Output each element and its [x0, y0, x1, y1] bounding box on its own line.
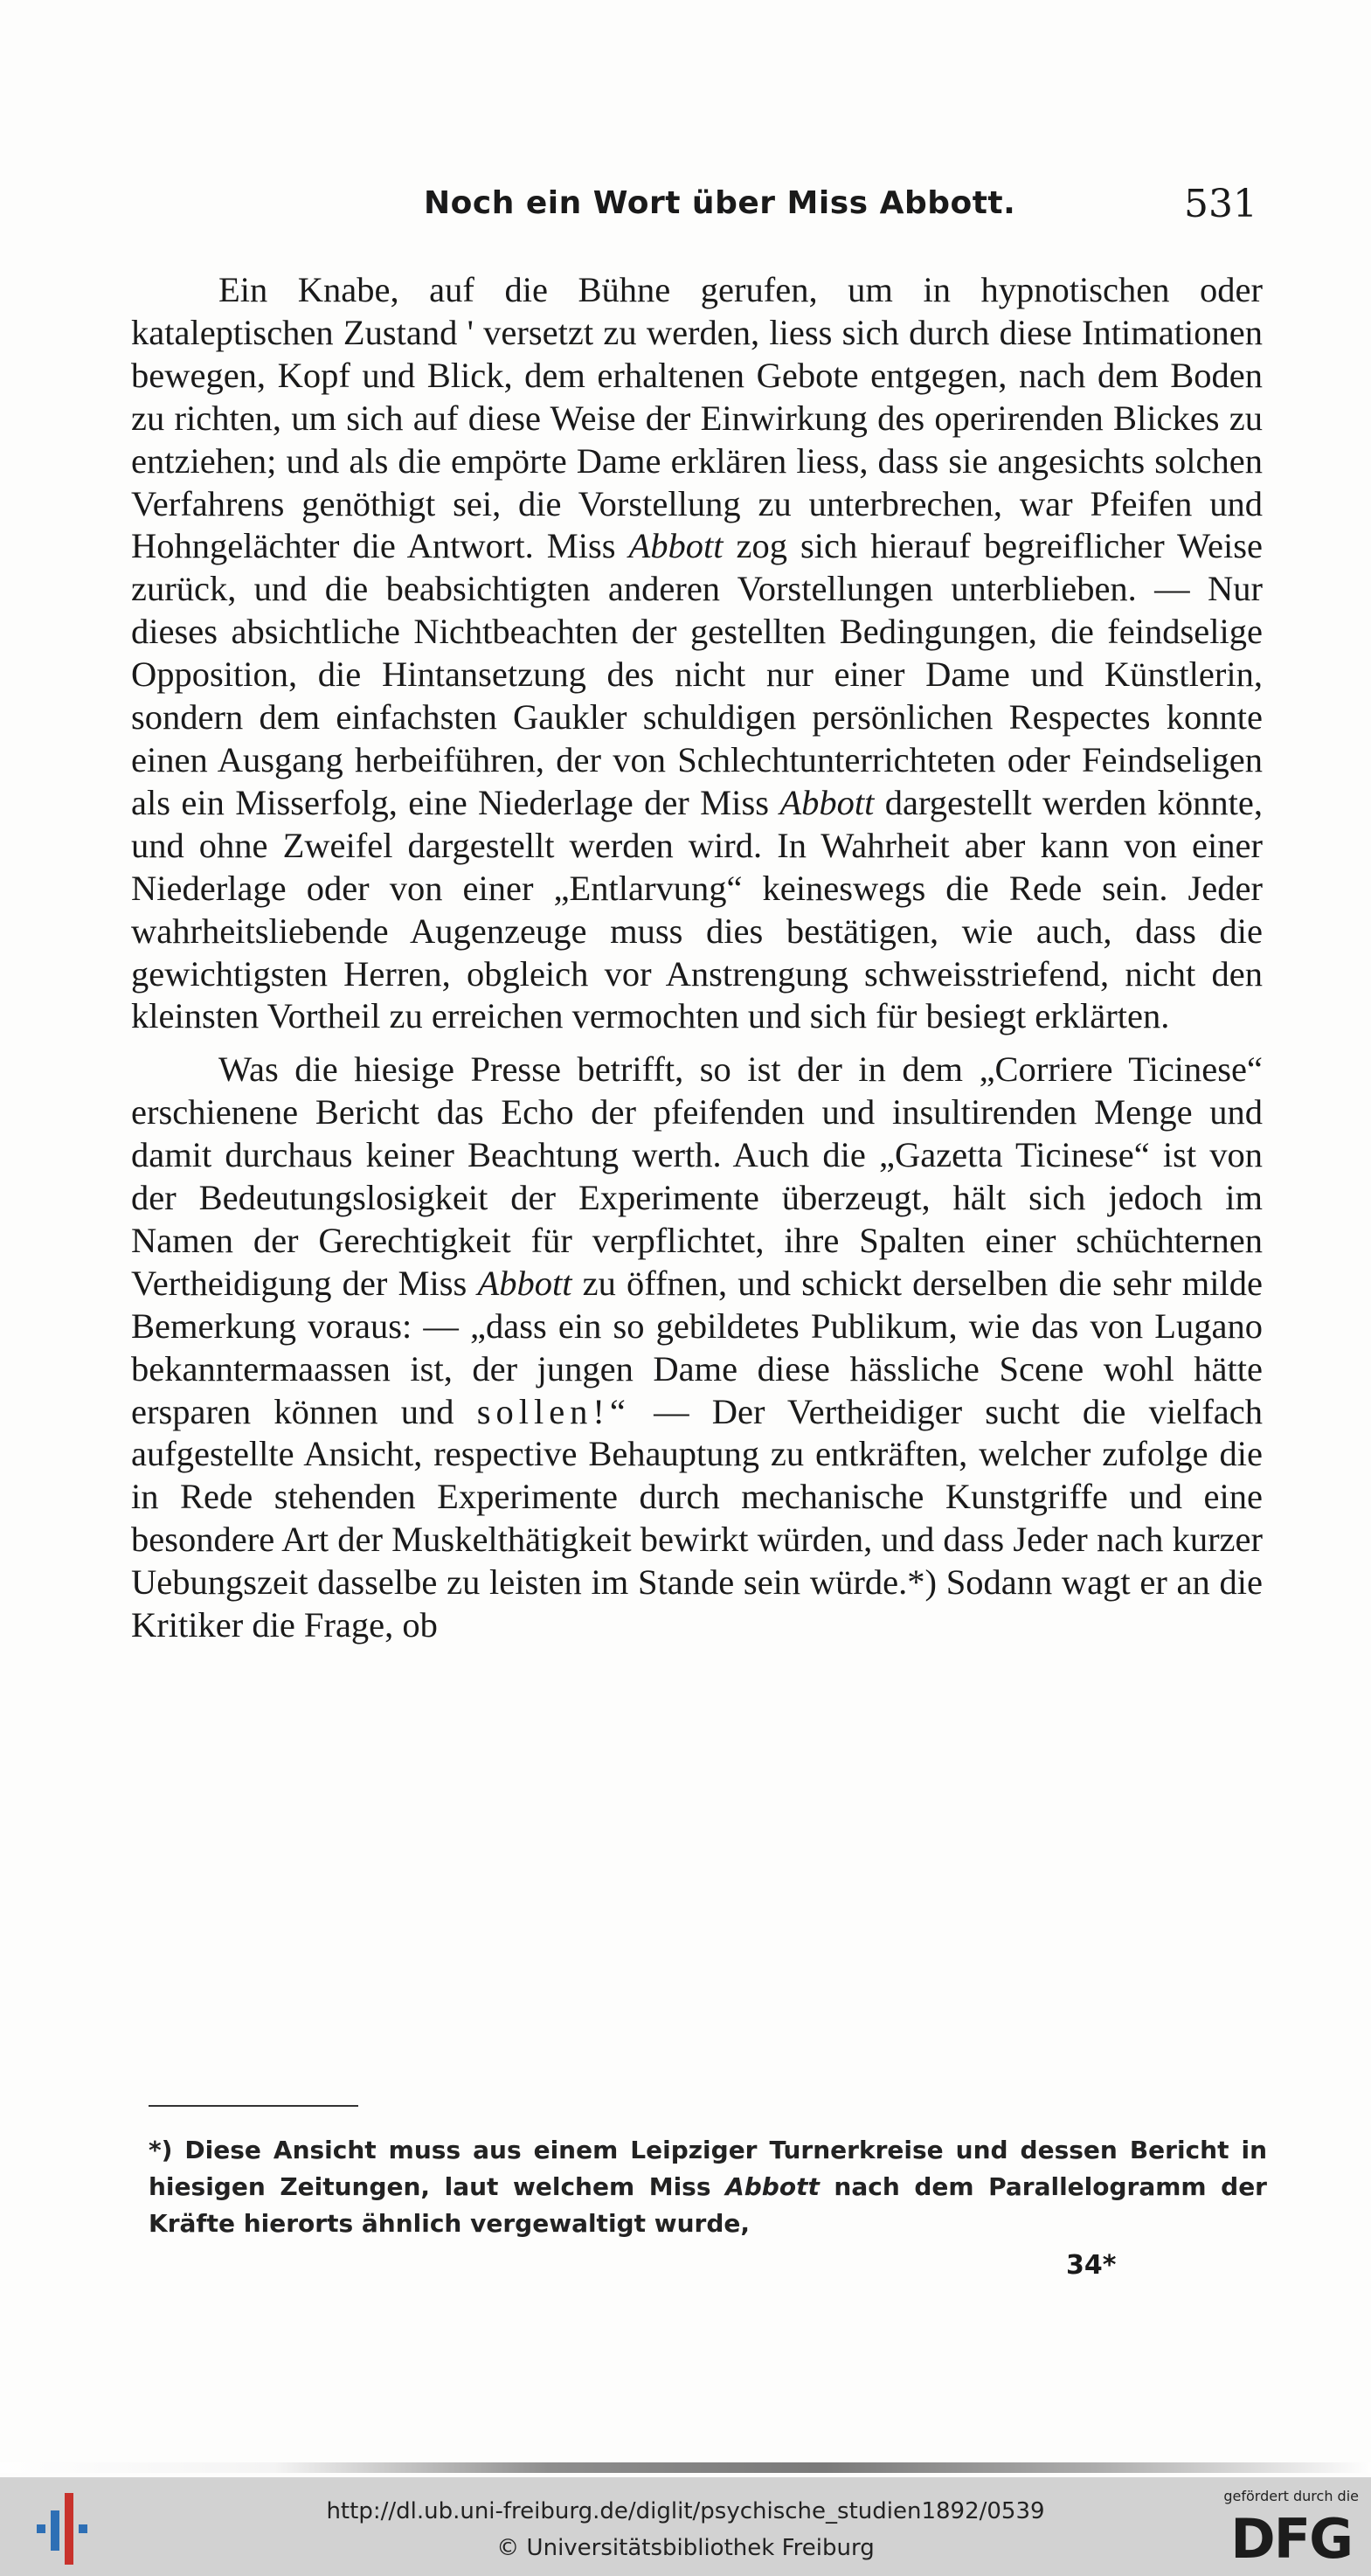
name-abbott: Abbott [628, 526, 724, 566]
page-number: 531 [1184, 182, 1257, 226]
footnote: *) Diese Ansicht muss aus einem Leipziger Turnerkreise und dessen Bericht in hiesigen Zeitungen, laut welchem Miss Abbott nach dem Parallelogramm der Kräfte hierorts ähnlich vergewaltigt wurde, [149, 2136, 1267, 2238]
page-header [131, 182, 1257, 234]
spaced-emphasis: sollen!“ [476, 1391, 631, 1431]
footer-bar [0, 2477, 1371, 2576]
name-abbott: Abbott [779, 782, 875, 822]
dfg-badge [1210, 2488, 1359, 2572]
dfg-logo-icon: DFG [1230, 2507, 1352, 2571]
footnote-rule [149, 2105, 358, 2107]
paragraph-2: Was die hiesige Presse betrifft, so ist der in dem „Corriere Ticinese“ erschienene Bericht das Echo der pfeifenden und insultirenden Menge und damit durchaus keiner Beachtung werth. Auch die „Gazetta Ticinese“ ist von der Bedeutungslosigkeit der Experimente überzeugt, hält sich jedoch im Namen der Gerechtigkeit für verpflichtet, ihre Spalten einer schüchternen Vertheidigung der Miss Abbott zu öffnen, und schickt derselben die sehr milde Bemerkung voraus: — „dass ein so gebildetes Publikum, wie das von Lugano bekanntermaassen ist, der jungen Dame diese hässliche Scene wohl hätte ersparen können und sollen!“ — Der Vertheidiger sucht die vielfach aufgestellte Ansicht, respective Behauptung zu entkräften, welcher zufolge die in Rede stehenden Experimente durch mechanische Kunstgriffe und eine besondere Art der Muskelthätigkeit bewirkt würden, und dass Jeder nach kurzer Uebungszeit dasselbe zu leisten im Stande sein würde.*) Sodann wagt er an die Kritiker die Frage, ob [131, 1049, 1264, 1645]
sheet-signature: 34* [1066, 2250, 1117, 2281]
footer-url-link[interactable]: http://dl.ub.uni-freiburg.de/diglit/psychische_studien1892/0539 [326, 2498, 1045, 2524]
footer-copyright: © Universitätsbibliothek Freiburg [496, 2535, 875, 2561]
running-title: Noch ein Wort über Miss Abbott. [424, 185, 1016, 221]
body-text [131, 269, 1263, 1647]
name-abbott: Abbott [477, 1263, 572, 1303]
paragraph-1: Ein Knabe, auf die Bühne gerufen, um in hypnotischen oder kataleptischen Zustand ' versetzt zu werden, liess sich durch diese Intimationen bewegen, Kopf und Blick, dem erhaltenen Gebote entgegen, nach dem Boden zu richten, um sich auf diese Weise der Einwirkung des operirenden Blickes zu entziehen; und als die empörte Dame erklären liess, dass sie angesichts solchen Verfahrens genöthigt sei, die Vorstellung zu unterbrechen, war Pfeifen und Hohngelächter die Antwort. Miss Abbott zog sich hierauf begreiflicher Weise zurück, und die beabsichtigten anderen Vorstellungen unterblieben. — Nur dieses absichtliche Nichtbeachten der gestellten Bedingungen, die feindselige Opposition, die Hintansetzung des nicht nur einer Dame und Künstlerin, sondern dem einfachsten Gaukler schuldigen persönlichen Respectes konnte einen Ausgang herbeiführen, der von Schlechtunterrichteten oder Feindseligen als ein Misserfolg, eine Niederlage der Miss Abbott dargestellt werden könnte, und ohne Zweifel dargestellt werden wird. In Wahrheit aber kann von einer Niederlage oder von einer „Entlarvung“ keineswegs die Rede sein. Jeder wahrheitsliebende Augenzeuge muss dies bestätigen, wie auch, dass die gewichtigsten Herren, obgleich vor Anstrengung schweisstriefend, nicht den kleinsten Vortheil zu erreichen vermochten und sich für besiegt erklärten. [131, 270, 1263, 1036]
scan-edge [0, 2462, 1371, 2473]
name-abbott: Abbott [725, 2172, 820, 2201]
dfg-caption: gefördert durch die [1223, 2488, 1359, 2504]
